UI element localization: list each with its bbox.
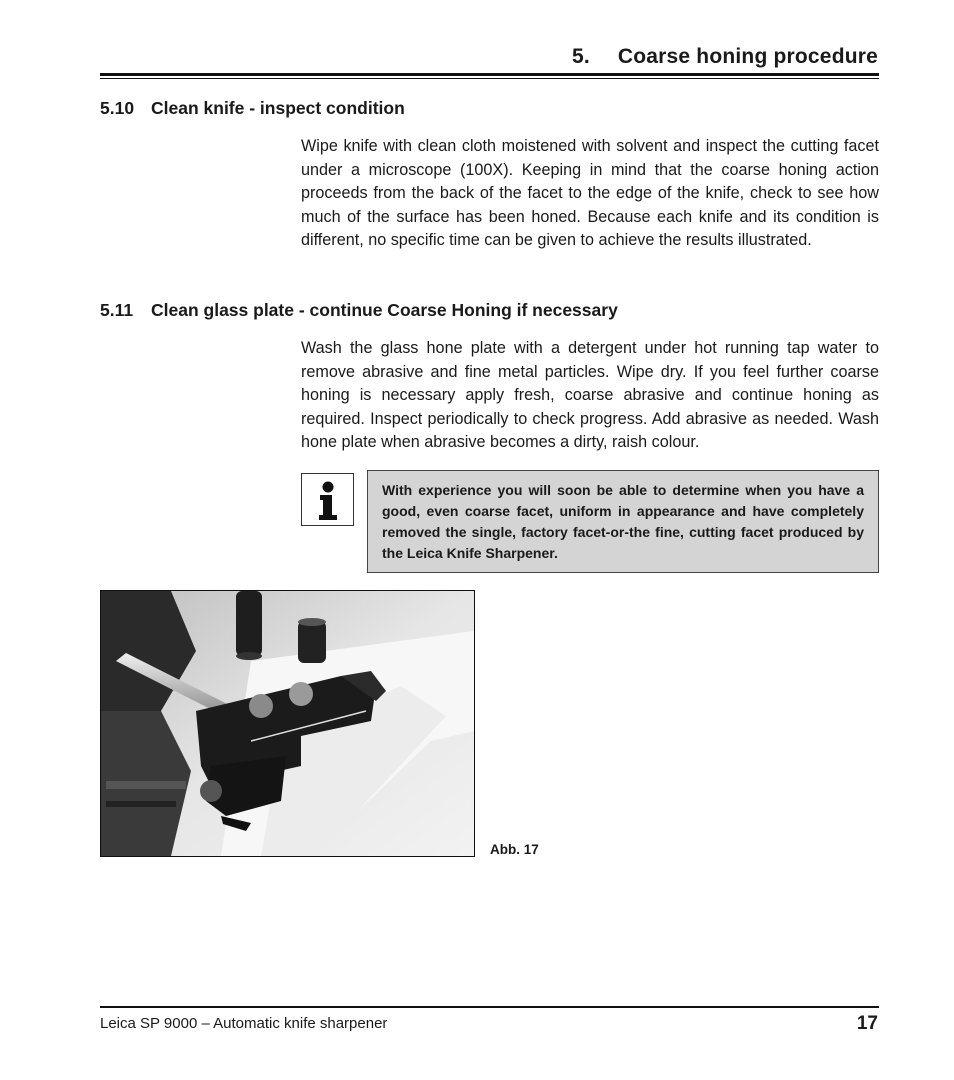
footer-rule xyxy=(100,1006,879,1008)
section-5-11-body: Wash the glass hone plate with a detergent under hot running tap water to remove abrasive and fine metal particles. Wipe dry. If you feel further coarse honing is necessary apply fresh, coarse abrasive and continue honing as required. Inspect periodically to check progress. Add abrasive as needed. Wash hone plate when abrasive becomes a dirty, raish colour. xyxy=(301,339,879,451)
section-5-10-body: Wipe knife with clean cloth moistened with solvent and inspect the cutting facet under a microscope (100X). Keeping in mind that the coarse honing action proceeds from the back of the facet to the edge of the knife, check to see how much of the surface has been honed. Because each knife and its condition is different, no specific time can be given to achieve the results illustrated. xyxy=(301,137,879,249)
header-rule-thick xyxy=(100,73,879,76)
info-icon xyxy=(301,473,354,526)
chapter-number: 5. xyxy=(571,45,590,68)
section-number: 5.11 xyxy=(100,300,134,320)
note-text: With experience you will soon be able to determine when you have a good, even coarse facet, uniform in appearance and have completely removed the single, factory facet-or-the fine, cutting facet produced by the Leica Knife Sharpener. xyxy=(382,482,864,561)
section-title: Clean knife - inspect condition xyxy=(151,98,405,118)
section-title: Clean glass plate - continue Coarse Honing if necessary xyxy=(151,300,618,320)
figure-photo-knife-holder xyxy=(100,590,475,857)
footer-product: Leica SP 9000 – Automatic knife sharpener xyxy=(100,1015,388,1032)
page-number: 17 xyxy=(856,1013,878,1034)
chapter-title xyxy=(572,45,878,69)
note-box xyxy=(367,470,879,573)
chapter-title-text: Coarse honing procedure xyxy=(617,45,878,68)
section-5-10-heading xyxy=(100,98,405,119)
header-rule-thin xyxy=(100,78,879,79)
figure-caption: Abb. 17 xyxy=(490,842,539,857)
section-5-11-heading xyxy=(100,300,618,321)
section-number: 5.10 xyxy=(100,98,135,118)
